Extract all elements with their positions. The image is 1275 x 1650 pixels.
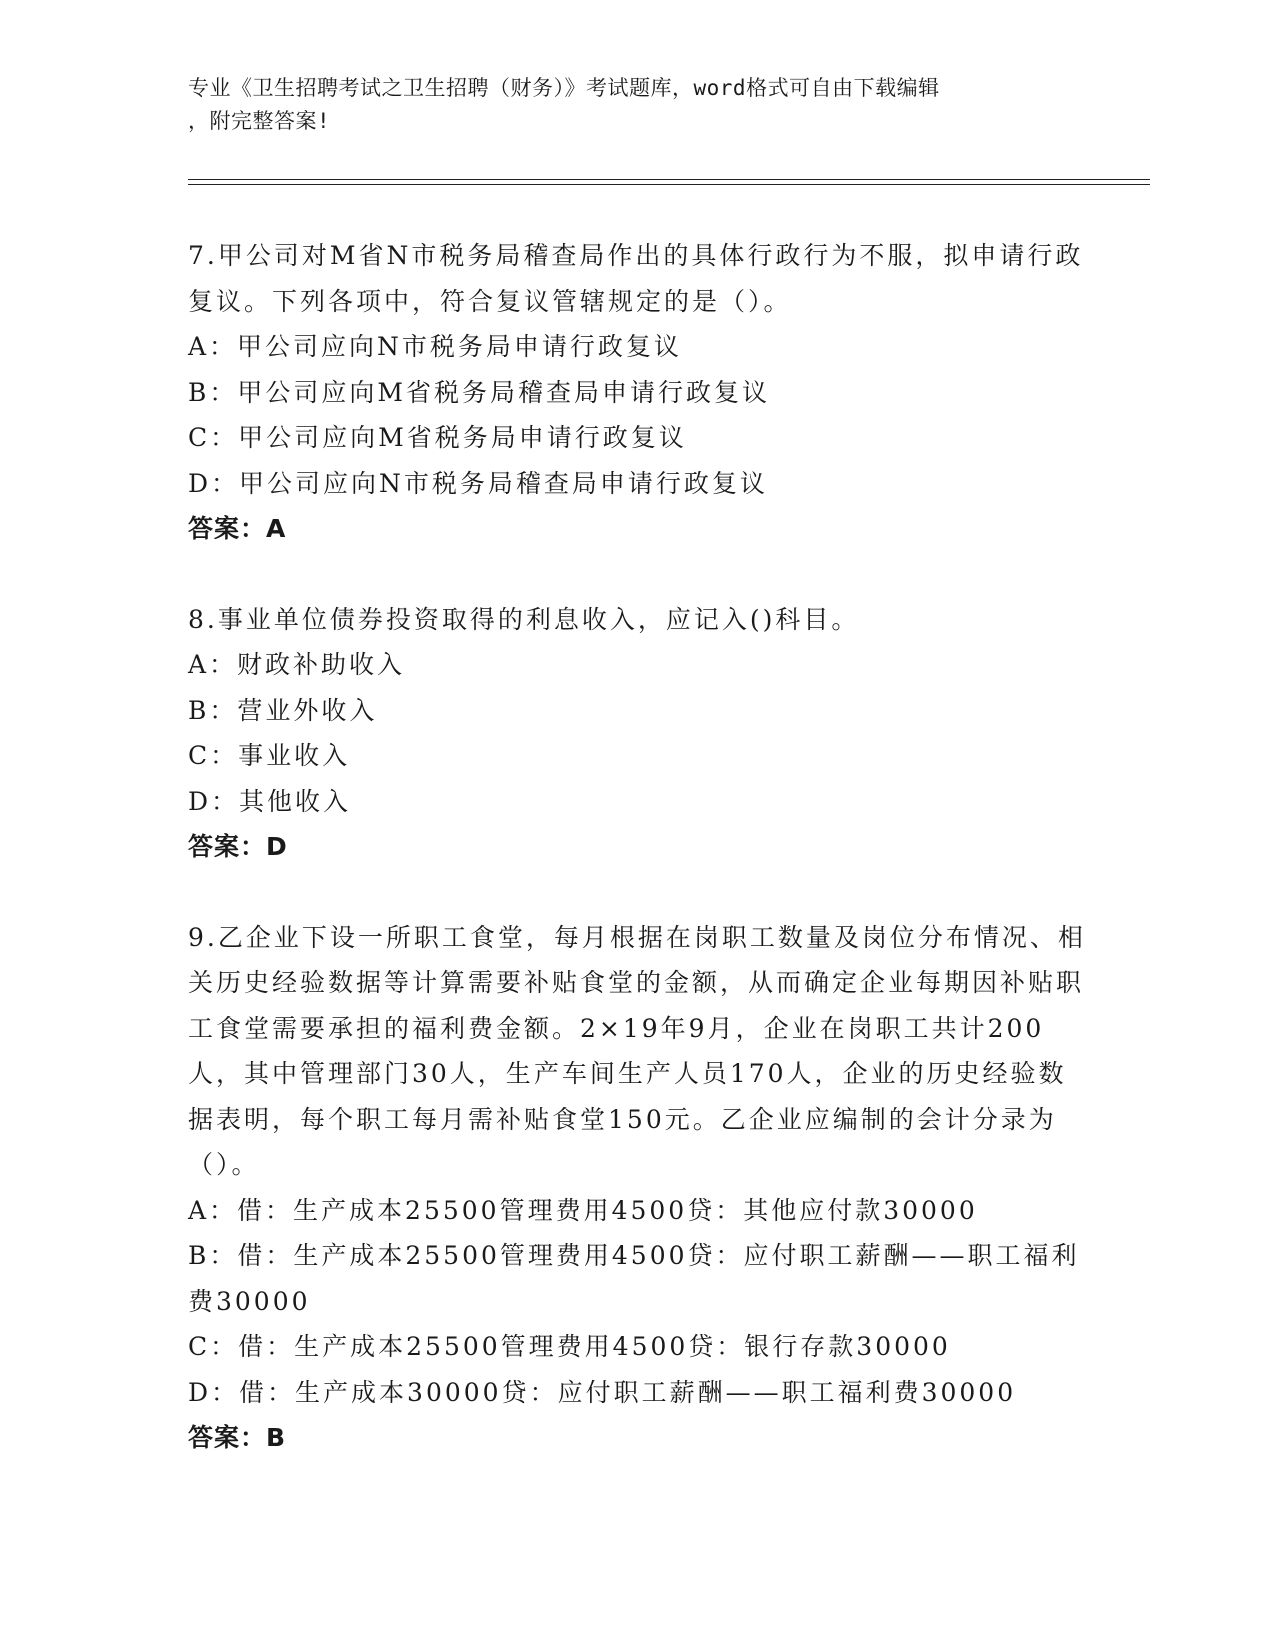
option-a: A：甲公司应向N市税务局申请行政复议 xyxy=(188,332,682,361)
document-header xyxy=(188,72,1088,138)
header-divider xyxy=(188,179,1150,180)
option-b: B：营业外收入 xyxy=(188,695,378,725)
header-divider xyxy=(188,184,1150,185)
question-8 xyxy=(188,597,1088,870)
answer-line: 答案：A xyxy=(188,514,287,543)
option-a: A：借：生产成本25500管理费用4500贷：其他应付款30000 xyxy=(188,1195,978,1225)
header-line-1: 专业《卫生招聘考试之卫生招聘（财务）》考试题库，word格式可自由下载编辑 xyxy=(188,76,940,100)
option-d: D：借：生产成本30000贷：应付职工薪酬——职工福利费30000 xyxy=(188,1377,1017,1407)
answer-line: 答案：B xyxy=(188,1423,287,1452)
option-c: C：借：生产成本25500管理费用4500贷：银行存款30000 xyxy=(188,1332,951,1361)
answer-line: 答案：D xyxy=(188,832,288,861)
question-7 xyxy=(188,233,1088,552)
option-b: B：借：生产成本25500管理费用4500贷：应付职工薪酬——职工福利费30000 xyxy=(188,1241,1080,1316)
option-d: D：其他收入 xyxy=(188,786,352,816)
option-c: C：甲公司应向M省税务局申请行政复议 xyxy=(188,423,687,452)
option-a: A：财政补助收入 xyxy=(188,650,406,679)
option-d: D：甲公司应向N市税务局稽查局申请行政复议 xyxy=(188,468,768,498)
question-stem: 8.事业单位债券投资取得的利息收入，应记入()科目。 xyxy=(188,604,860,634)
header-line-2: ，附完整答案! xyxy=(188,109,331,133)
question-stem: 7.甲公司对M省N市税务局稽查局作出的具体行政行为不服，拟申请行政复议。下列各项中，符合复议管辖规定的是（）。 xyxy=(188,241,1084,316)
question-9 xyxy=(188,915,1088,1461)
option-b: B：甲公司应向M省税务局稽查局申请行政复议 xyxy=(188,377,770,407)
question-list xyxy=(188,233,1088,1461)
question-stem: 9.乙企业下设一所职工食堂，每月根据在岗职工数量及岗位分布情况、相关历史经验数据等计算需要补贴食堂的金额，从而确定企业每期因补贴职工食堂需要承担的福利费金额。2×19年9月，企业在岗职工共计200人，其中管理部门30人，生产车间生产人员170人，企业的历史经验数据表明，每个职工每月需补贴食堂150元。乙企业应编制的会计分录为（）。 xyxy=(188,922,1086,1179)
option-c: C：事业收入 xyxy=(188,741,351,770)
